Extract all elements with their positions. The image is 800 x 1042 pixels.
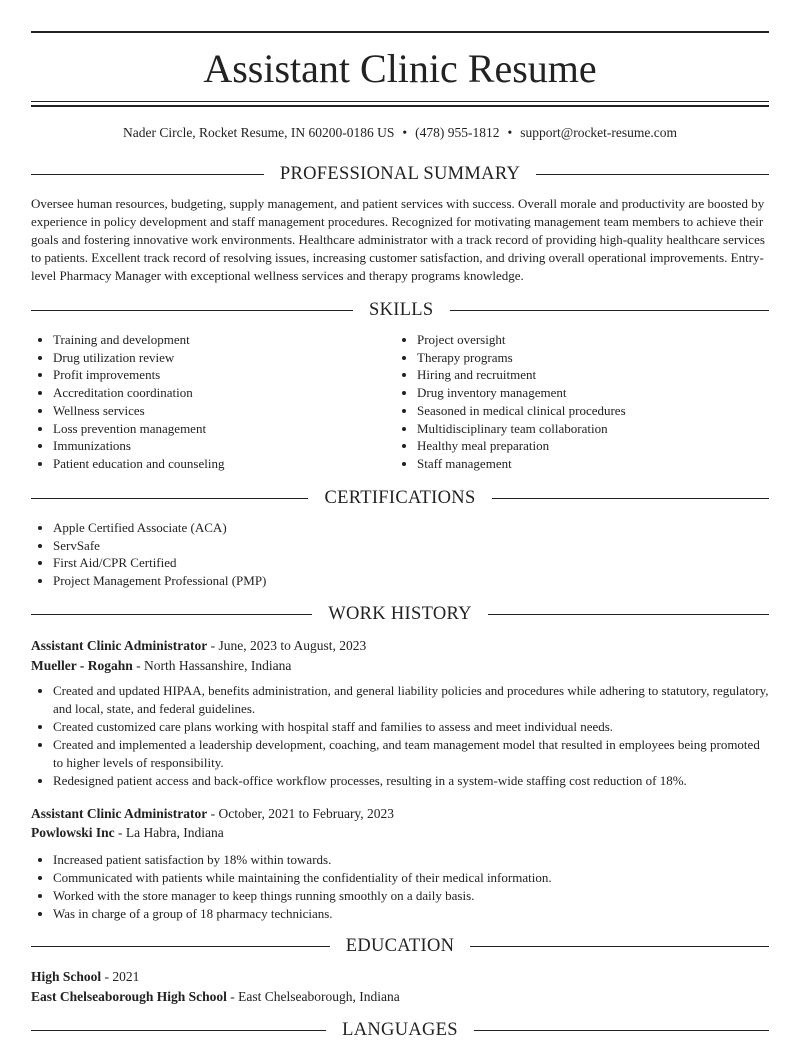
skills-list-right xyxy=(395,331,626,473)
skill-item: • Healthy meal preparation xyxy=(417,437,626,455)
section-heading-summary xyxy=(31,162,769,186)
skill-item: • Loss prevention management xyxy=(53,420,224,438)
heading-rule xyxy=(450,310,770,311)
contact-phone: (478) 955-1812 xyxy=(415,125,500,140)
job-bullet: • Created and implemented a leadership development, coaching, and team management model that resulted in employees being promoted to higher levels of responsibility. xyxy=(53,736,769,772)
job-bullets xyxy=(31,851,769,923)
certification-item: • Project Management Professional (PMP) xyxy=(53,572,266,590)
heading-rule xyxy=(31,310,353,311)
heading-rule xyxy=(470,946,769,947)
contact-line xyxy=(31,124,769,142)
job-bullet: • Worked with the store manager to keep things running smoothly on a daily basis. xyxy=(53,887,769,905)
job-bullets xyxy=(31,682,769,789)
skill-item: • Seasoned in medical clinical procedures xyxy=(417,402,626,420)
education-school-line xyxy=(31,988,400,1006)
heading-rule xyxy=(31,1030,326,1031)
heading-rule xyxy=(31,614,312,615)
skills-list-left xyxy=(31,331,224,473)
summary-text: Oversee human resources, budgeting, supply management, and patient services with success. Overall morale and productivity are boosted by experience in policy development and staff management procedures. Recognized for motivating management team members to achieve their goals and fostering innovative work environments. Healthcare administrator with a track record of providing high-quality healthcare services to patients. Excellent track record of resolving issues, increasing customer satisfaction, and driving overall operational improvements. Entry-level Pharmacy Manager with exceptional wellness services and therapy programs knowledge. xyxy=(31,196,765,283)
certification-item: • ServSafe xyxy=(53,537,266,555)
heading-rule xyxy=(536,174,769,175)
job-location: - North Hassanshire, Indiana xyxy=(132,658,292,673)
certifications-list xyxy=(31,519,266,590)
education-year: - 2021 xyxy=(101,969,140,984)
education-degree-line xyxy=(31,968,139,986)
job-bullet: • Was in charge of a group of 18 pharmacy technicians. xyxy=(53,905,769,923)
skill-item: • Multidisciplinary team collaboration xyxy=(417,420,626,438)
section-title: LANGUAGES xyxy=(342,1019,458,1040)
job-company: Mueller - Rogahn xyxy=(31,658,133,673)
contact-separator: • xyxy=(507,125,513,140)
title-rule-thick xyxy=(31,105,769,107)
section-heading-skills xyxy=(31,298,769,322)
section-title: PROFESSIONAL SUMMARY xyxy=(279,163,521,184)
education-degree: High School xyxy=(31,969,102,984)
heading-rule xyxy=(492,498,769,499)
section-title: CERTIFICATIONS xyxy=(324,487,476,508)
section-title: WORK HISTORY xyxy=(328,603,472,624)
skill-item: • Project oversight xyxy=(417,331,626,349)
skill-item: • Drug utilization review xyxy=(53,349,224,367)
job-company-line xyxy=(31,657,291,675)
heading-rule xyxy=(474,1030,769,1031)
education-location: - East Chelseaborough, Indiana xyxy=(226,989,400,1004)
job-dates: - June, 2023 to August, 2023 xyxy=(207,638,367,653)
education-school: East Chelseaborough High School xyxy=(31,989,227,1004)
job-title-line xyxy=(31,637,366,655)
skill-item: • Staff management xyxy=(417,455,626,473)
skill-item: • Patient education and counseling xyxy=(53,455,224,473)
heading-rule xyxy=(31,174,264,175)
resume-title: Assistant Clinic Resume xyxy=(203,46,597,91)
top-rule xyxy=(31,31,769,33)
skill-item: • Hiring and recruitment xyxy=(417,366,626,384)
job-dates: - October, 2021 to February, 2023 xyxy=(207,806,395,821)
heading-rule xyxy=(31,498,308,499)
heading-rule xyxy=(31,946,330,947)
certification-item: • Apple Certified Associate (ACA) xyxy=(53,519,266,537)
contact-separator: • xyxy=(402,125,408,140)
section-heading-work-history xyxy=(31,602,769,626)
job-title: Assistant Clinic Administrator xyxy=(31,638,208,653)
job-company-line xyxy=(31,824,224,842)
job-bullet: • Communicated with patients while maintaining the confidentiality of their medical information. xyxy=(53,869,769,887)
job-title: Assistant Clinic Administrator xyxy=(31,806,208,821)
title-rule-thin xyxy=(31,101,769,102)
section-heading-certifications xyxy=(31,486,769,510)
certification-item: • First Aid/CPR Certified xyxy=(53,554,266,572)
skill-item: • Training and development xyxy=(53,331,224,349)
skill-item: • Wellness services xyxy=(53,402,224,420)
skill-item: • Immunizations xyxy=(53,437,224,455)
job-company: Powlowski Inc xyxy=(31,825,115,840)
skill-item: • Accreditation coordination xyxy=(53,384,224,402)
contact-email[interactable]: support@rocket-resume.com xyxy=(520,125,678,140)
section-title: SKILLS xyxy=(369,299,434,320)
section-heading-languages xyxy=(31,1018,769,1042)
job-bullet: • Increased patient satisfaction by 18% within towards. xyxy=(53,851,769,869)
job-title-line xyxy=(31,805,394,823)
section-heading-education xyxy=(31,934,769,958)
skill-item: • Drug inventory management xyxy=(417,384,626,402)
section-title: EDUCATION xyxy=(345,935,455,956)
job-location: - La Habra, Indiana xyxy=(114,825,224,840)
skill-item: • Profit improvements xyxy=(53,366,224,384)
job-bullet: • Created customized care plans working with hospital staff and families to assess and meet individual needs. xyxy=(53,718,769,736)
heading-rule xyxy=(488,614,769,615)
skill-item: • Therapy programs xyxy=(417,349,626,367)
contact-address: Nader Circle, Rocket Resume, IN 60200-0186 US xyxy=(122,125,395,140)
job-bullet: • Created and updated HIPAA, benefits administration, and general liability policies and procedures while adhering to statutory, regulatory, and local, state, and federal guidelines. xyxy=(53,682,769,718)
job-bullet: • Redesigned patient access and back-office workflow processes, resulting in a system-wide staffing cost reduction of 18%. xyxy=(53,772,769,790)
